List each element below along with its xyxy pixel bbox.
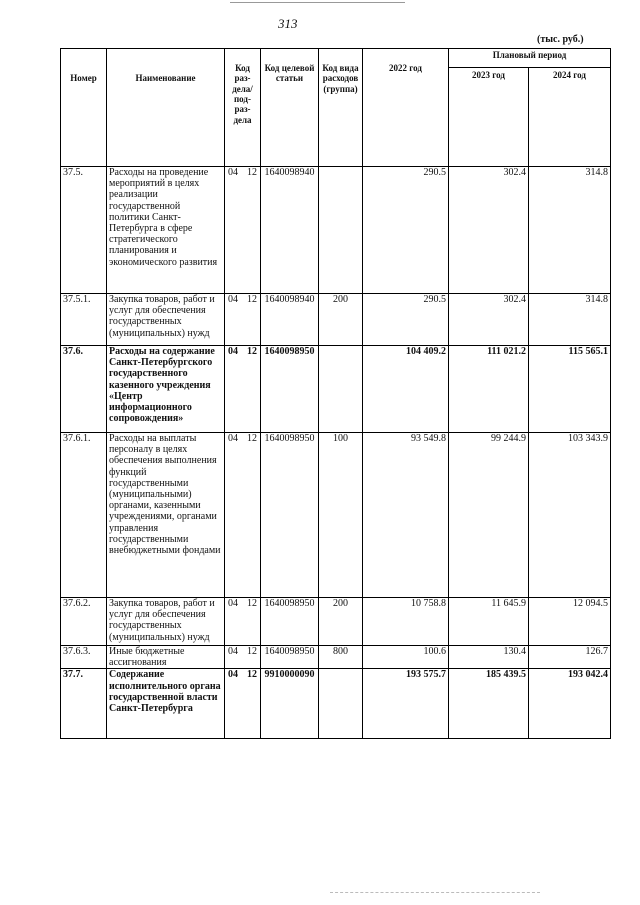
row-target-code: 1640098950 (261, 598, 319, 646)
row-vid-code (319, 167, 363, 294)
row-name: Закупка товаров, работ и услуг для обеспечения государственных (муниципальных) нужд (107, 598, 225, 646)
row-podrazdel-code: 12 (247, 294, 257, 305)
row-name: Иные бюджетные ассигнования (107, 646, 225, 669)
row-vid-code: 200 (319, 598, 363, 646)
budget-table (60, 48, 611, 739)
row-vid-code: 200 (319, 294, 363, 346)
table-body (61, 167, 611, 739)
row-number: 37.7. (61, 669, 107, 739)
row-2024: 314.8 (529, 294, 611, 346)
row-razdel (225, 433, 261, 598)
row-number: 37.6. (61, 346, 107, 433)
row-2024: 12 094.5 (529, 598, 611, 646)
row-2022: 290.5 (363, 167, 449, 294)
row-2024: 314.8 (529, 167, 611, 294)
header-plan-period: Плановый период (449, 49, 611, 68)
row-target-code: 1640098950 (261, 646, 319, 669)
row-2023: 99 244.9 (449, 433, 529, 598)
row-razdel-code: 04 (228, 646, 238, 657)
units-label: (тыс. руб.) (537, 34, 584, 45)
row-name: Расходы на проведение мероприятий в целях реализации государственной политики Санкт-Петербурга в сфере стратегического планирования и экономического развития (107, 167, 225, 294)
row-2022: 10 758.8 (363, 598, 449, 646)
row-name: Содержание исполнительного органа государственной власти Санкт-Петербурга (107, 669, 225, 739)
row-razdel-code: 04 (228, 669, 238, 681)
row-razdel (225, 669, 261, 739)
row-razdel (225, 598, 261, 646)
header-name: Наименование (107, 49, 225, 167)
row-2022: 93 549.8 (363, 433, 449, 598)
header-vid: Код вида расходов (группа) (319, 49, 363, 167)
row-2022: 193 575.7 (363, 669, 449, 739)
table-row (61, 669, 611, 739)
row-vid-code: 100 (319, 433, 363, 598)
top-rule (230, 2, 405, 3)
row-2023: 111 021.2 (449, 346, 529, 433)
row-2022: 290.5 (363, 294, 449, 346)
row-razdel-code: 04 (228, 346, 238, 357)
bottom-rule (330, 892, 540, 893)
row-2022: 104 409.2 (363, 346, 449, 433)
row-number: 37.6.1. (61, 433, 107, 598)
row-vid-code (319, 669, 363, 739)
page-number: 313 (278, 16, 298, 31)
table-row (61, 433, 611, 598)
row-podrazdel-code: 12 (247, 646, 257, 657)
row-podrazdel-code: 12 (247, 346, 257, 357)
row-2023: 11 645.9 (449, 598, 529, 646)
header-target: Код целевой статьи (261, 49, 319, 167)
row-2024: 126.7 (529, 646, 611, 669)
row-razdel (225, 646, 261, 669)
row-number: 37.6.3. (61, 646, 107, 669)
row-razdel-code: 04 (228, 294, 238, 305)
row-name: Закупка товаров, работ и услуг для обеспечения государственных (муниципальных) нужд (107, 294, 225, 346)
row-target-code: 1640098950 (261, 346, 319, 433)
row-number: 37.6.2. (61, 598, 107, 646)
row-2023: 302.4 (449, 294, 529, 346)
row-vid-code: 800 (319, 646, 363, 669)
table-row (61, 167, 611, 294)
header-razdel: Код раз-дела/ под-раз-дела (225, 49, 261, 167)
row-razdel-code: 04 (228, 167, 238, 178)
header-row (61, 49, 611, 68)
row-2023: 185 439.5 (449, 669, 529, 739)
row-razdel (225, 294, 261, 346)
row-name: Расходы на содержание Санкт-Петербургского государственного казенного учреждения «Центр информационного сопровождения» (107, 346, 225, 433)
row-2023: 302.4 (449, 167, 529, 294)
row-razdel-code: 04 (228, 433, 238, 444)
row-podrazdel-code: 12 (247, 669, 257, 681)
row-podrazdel-code: 12 (247, 598, 257, 609)
row-vid-code (319, 346, 363, 433)
row-target-code: 1640098940 (261, 167, 319, 294)
row-target-code: 1640098940 (261, 294, 319, 346)
row-number: 37.5.1. (61, 294, 107, 346)
header-2024: 2024 год (529, 68, 611, 167)
row-2024: 103 343.9 (529, 433, 611, 598)
row-razdel (225, 346, 261, 433)
row-number: 37.5. (61, 167, 107, 294)
row-podrazdel-code: 12 (247, 433, 257, 444)
row-2022: 100.6 (363, 646, 449, 669)
header-2022: 2022 год (363, 49, 449, 167)
row-2024: 193 042.4 (529, 669, 611, 739)
row-target-code: 9910000090 (261, 669, 319, 739)
row-razdel-code: 04 (228, 598, 238, 609)
table-row (61, 646, 611, 669)
table-row (61, 346, 611, 433)
header-2023: 2023 год (449, 68, 529, 167)
row-2023: 130.4 (449, 646, 529, 669)
row-2024: 115 565.1 (529, 346, 611, 433)
header-number: Номер (61, 49, 107, 167)
row-name: Расходы на выплаты персоналу в целях обеспечения выполнения функций государственными (муниципальными) органами, казенными учреждениями, органами управления государственными внебюджетными фондами (107, 433, 225, 598)
row-podrazdel-code: 12 (247, 167, 257, 178)
table-row (61, 294, 611, 346)
row-razdel (225, 167, 261, 294)
table-row (61, 598, 611, 646)
row-target-code: 1640098950 (261, 433, 319, 598)
